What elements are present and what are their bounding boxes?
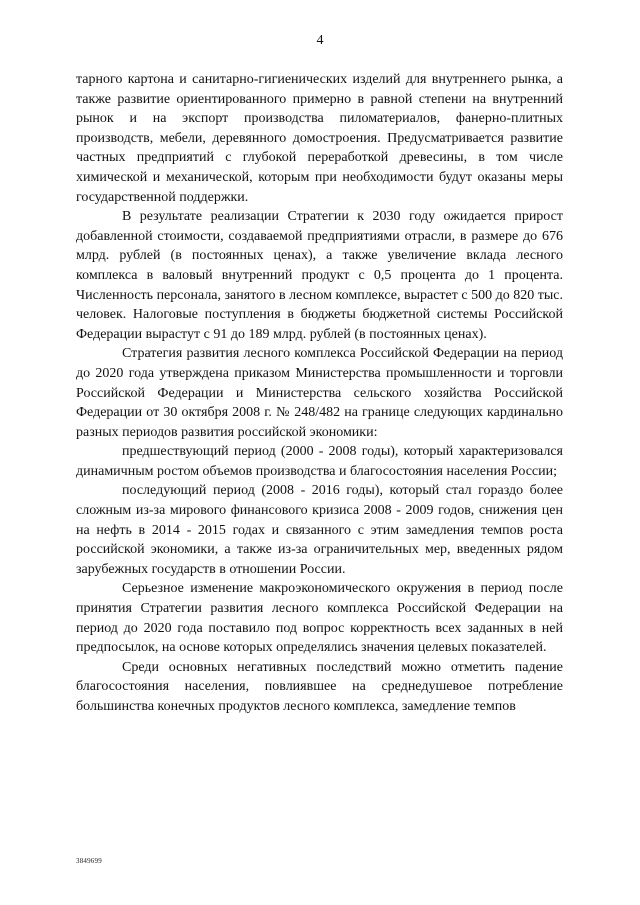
paragraph: предшествующий период (2000 - 2008 годы), который характеризовался динамичным ростом объемов производства и благосостояния населения России; bbox=[76, 444, 563, 479]
paragraph: последующий период (2008 - 2016 годы), который стал гораздо более сложным из-за мирового финансового кризиса 2008 - 2009 годов, снижения цен на нефть в 2014 - 2015 годах и связанного с этим замедления темпов роста российской экономики, а также из-за ограничительных мер, введенных рядом зарубежных государств в отношении России. bbox=[76, 483, 563, 577]
document-id: 3849699 bbox=[76, 857, 102, 865]
page-number: 4 bbox=[316, 33, 324, 48]
paragraph: В результате реализации Стратегии к 2030 году ожидается прирост добавленной стоимости, создаваемой предприятиями отрасли, в размере до 676 млрд. рублей (в постоянных ценах), а также увеличение вклада лесного комплекса в валовый внутренний продукт с 0,5 процента до 1 процента. Численность персонала, занятого в лесном комплексе, вырастет с 500 до 820 тыс. человек. Налоговые поступления в бюджеты бюджетной системы Российской Федерации вырастут с 91 до 189 млрд. рублей (в постоянных ценах). bbox=[76, 209, 563, 342]
paragraph: Среди основных негативных последствий можно отметить падение благосостояния населения, повлиявшее на среднедушевое потребление большинства конечных продуктов лесного комплекса, замедление темпов bbox=[76, 659, 563, 714]
paragraph: Серьезное изменение макроэкономического окружения в период после принятия Стратегии развития лесного комплекса Российской Федерации на период до 2020 года поставило под вопрос корректность всех заданных в ней предпосылок, на основе которых определялись значения целевых показателей. bbox=[76, 581, 563, 656]
document-body bbox=[76, 70, 563, 717]
paragraph: тарного картона и санитарно-гигиенических изделий для внутреннего рынка, а также развитие ориентированного примерно в равной степени на внутренний рынок и на экспорт производства пиломатериалов, фанерно-плитных производств, мебели, деревянного домостроения. Предусматривается развитие частных предприятий с глубокой переработкой древесины, в том числе химической и механической, которым при необходимости будут оказаны меры государственной поддержки. bbox=[76, 72, 563, 205]
paragraph: Стратегия развития лесного комплекса Российской Федерации на период до 2020 года утверждена приказом Министерства промышленности и торговли Российской Федерации и Министерства сельского хозяйства Российской Федерации от 30 октября 2008 г. № 248/482 на границе следующих кардинально разных периодов развития российской экономики: bbox=[76, 346, 563, 440]
